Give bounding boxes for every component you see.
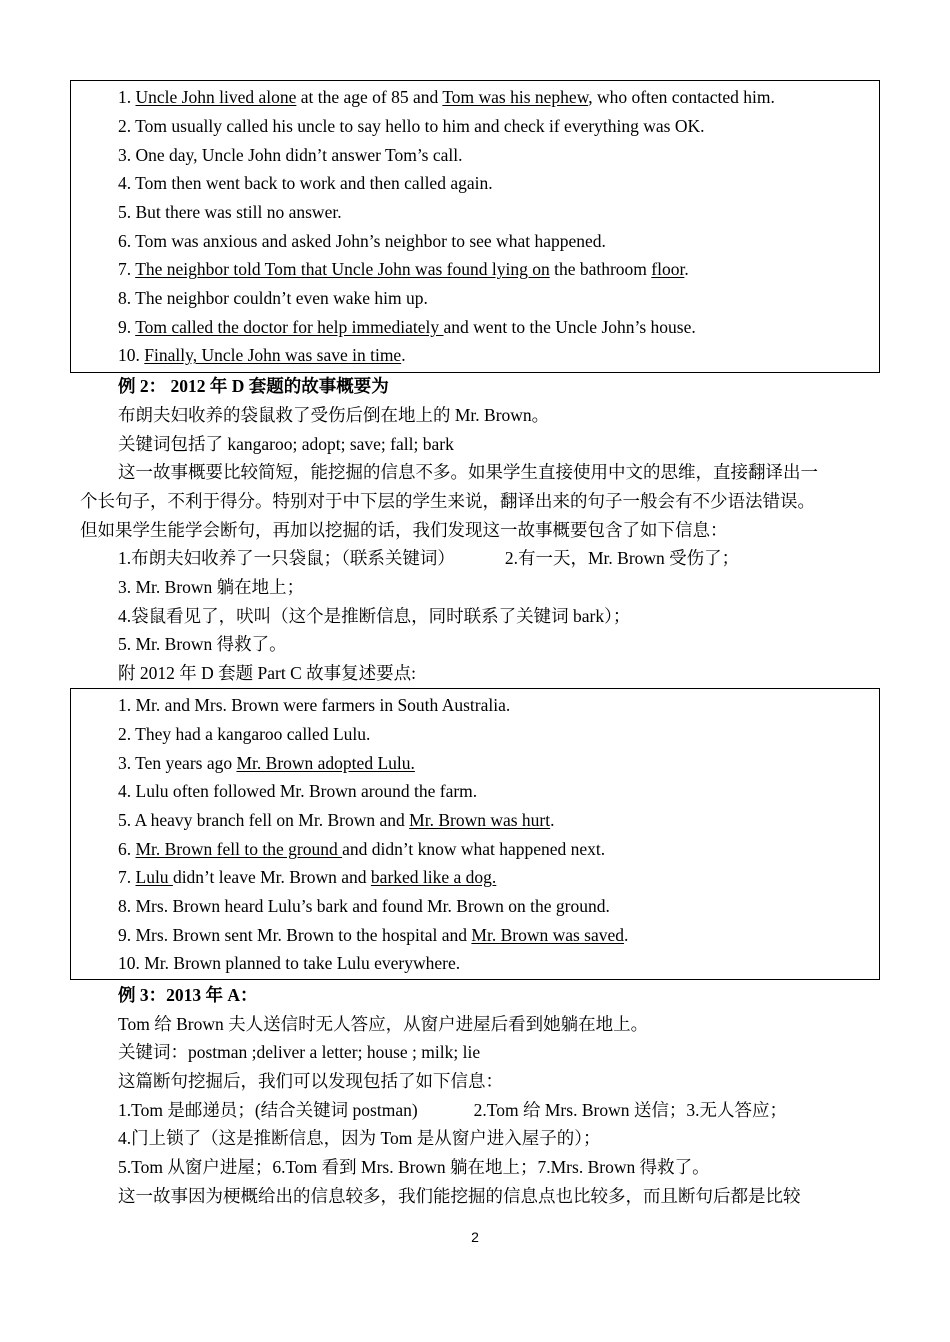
underlined-text: Tom was his nephew — [442, 87, 589, 107]
text-segment: . — [684, 259, 689, 279]
page-number: 2 — [471, 1229, 479, 1245]
text-segment: 3. Ten years ago — [118, 753, 237, 773]
text-segment: at the age of 85 and — [296, 87, 443, 107]
story-point — [118, 780, 477, 802]
story-point — [118, 866, 496, 888]
story-point — [118, 172, 493, 194]
text-segment: 1. — [118, 87, 136, 107]
text-segment: 9. — [118, 317, 136, 337]
text-segment: 5. A heavy branch fell on Mr. Brown and — [118, 810, 410, 830]
underlined-text: Mr. Brown was hurt — [409, 810, 551, 830]
underlined-text: Mr. Brown fell to the ground — [135, 839, 343, 859]
example-2-paragraph-line: 这一故事概要比较简短，能挖掘的信息不多。如果学生直接使用中文的思维，直接翻译出一 — [118, 462, 818, 482]
example-3-summary: Tom 给 Brown 夫人送信时无人答应，从窗户进屋后看到她躺在地上。 — [118, 1014, 649, 1034]
example-2-summary: 布朗夫妇收养的袋鼠救了受伤后倒在地上的 Mr. Brown。 — [118, 405, 550, 425]
story-point — [118, 752, 415, 774]
text-segment: 5. But there was still no answer. — [118, 202, 342, 222]
story-point — [118, 694, 510, 716]
text-segment: . — [401, 345, 406, 365]
text-segment: 7. — [118, 259, 136, 279]
underlined-text: barked like a dog. — [370, 867, 497, 887]
text-segment: 8. The neighbor couldn’t even wake him up. — [118, 288, 428, 308]
story-point — [118, 144, 463, 166]
example-2-info-3: 3. Mr. Brown 躺在地上； — [118, 577, 305, 597]
story-points-box-uncle-john — [70, 80, 880, 373]
underlined-text: Lulu — [135, 867, 173, 887]
text-segment: and went to the Uncle John’s house. — [443, 317, 696, 337]
story-point — [118, 201, 342, 223]
underlined-text: The neighbor told Tom that Uncle John was found lying on — [135, 259, 550, 279]
example-2-info-5: 5. Mr. Brown 得救了。 — [118, 634, 287, 654]
text-segment: and didn’t know what happened next. — [342, 839, 606, 859]
story-point — [118, 952, 460, 974]
underlined-text: Finally, Uncle John was save in time — [144, 345, 402, 365]
story-point — [118, 838, 605, 860]
underlined-text: Tom called the doctor for help immediately — [135, 317, 444, 337]
text-segment: 4. Lulu often followed Mr. Brown around the farm. — [118, 781, 478, 801]
story-point — [118, 86, 775, 108]
story-point — [118, 809, 554, 831]
example-3-info-1: 1.Tom 是邮递员；(结合关键词 postman) — [118, 1100, 418, 1120]
text-segment: 2. They had a kangaroo called Lulu. — [118, 724, 371, 744]
underlined-text: Uncle John lived alone — [135, 87, 297, 107]
story-point — [118, 258, 689, 280]
text-segment: . — [624, 925, 629, 945]
text-segment: the bathroom — [549, 259, 652, 279]
example-2-attachment-title: 附 2012 年 D 套题 Part C 故事复述要点: — [118, 663, 416, 683]
example-2-info-4: 4.袋鼠看见了，吠叫（这个是推断信息，同时联系了关键词 bark）； — [118, 606, 631, 626]
text-segment: 10. — [118, 345, 145, 365]
underlined-text: Mr. Brown adopted Lulu. — [236, 753, 415, 773]
text-segment: 1. Mr. and Mrs. Brown were farmers in South Australia. — [118, 695, 511, 715]
example-2-info-line — [118, 547, 739, 569]
text-segment: 9. Mrs. Brown sent Mr. Brown to the hospital and — [118, 925, 472, 945]
example-3-info-5-7: 5.Tom 从窗户进屋；6.Tom 看到 Mrs. Brown 躺在地上；7.Mrs. Brown 得救了。 — [118, 1157, 710, 1177]
story-point — [118, 895, 610, 917]
text-segment: . — [550, 810, 555, 830]
example-3-heading: 例 3：2013 年 A： — [118, 985, 258, 1005]
text-segment: 2. Tom usually called his uncle to say hello to him and check if everything was OK. — [118, 116, 705, 136]
story-point — [118, 723, 370, 745]
story-point — [118, 115, 705, 137]
example-3-closing: 这一故事因为梗概给出的信息较多，我们能挖掘的信息点也比较多，而且断句后都是比较 — [118, 1186, 801, 1206]
text-segment: didn’t leave Mr. Brown and — [172, 867, 371, 887]
story-point — [118, 230, 606, 252]
example-3-info-4: 4.门上锁了（这是推断信息，因为 Tom 是从窗户进入屋子的）； — [118, 1128, 601, 1148]
example-3-keywords: 关键词：postman ;deliver a letter; house ; milk; lie — [118, 1042, 481, 1062]
text-segment: 10. Mr. Brown planned to take Lulu everywhere. — [118, 953, 461, 973]
text-segment: 7. — [118, 867, 136, 887]
text-segment: 6. — [118, 839, 136, 859]
story-point — [118, 344, 406, 366]
underlined-text: floor — [651, 259, 685, 279]
example-2-paragraph-line: 但如果学生能学会断句，再加以挖掘的话，我们发现这一故事概要包含了如下信息： — [80, 520, 728, 540]
story-point — [118, 924, 628, 946]
example-3-intro: 这篇断句挖掘后，我们可以发现包括了如下信息： — [118, 1071, 503, 1091]
text-segment: 6. Tom was anxious and asked John’s neighbor to see what happened. — [118, 231, 606, 251]
text-segment: 3. One day, Uncle John didn’t answer Tom’s call. — [118, 145, 463, 165]
example-3-info-2-3: 2.Tom 给 Mrs. Brown 送信；3.无人答应； — [473, 1100, 787, 1120]
example-2-keywords: 关键词包括了 kangaroo; adopt; save; fall; bark — [118, 434, 454, 454]
underlined-text: Mr. Brown was saved — [471, 925, 625, 945]
text-segment: 8. Mrs. Brown heard Lulu’s bark and found Mr. Brown on the ground. — [118, 896, 610, 916]
example-2-heading: 例 2： 2012 年 D 套题的故事概要为 — [118, 376, 389, 396]
text-segment: 4. Tom then went back to work and then called again. — [118, 173, 493, 193]
example-2-info-1: 1.布朗夫妇收养了一只袋鼠；（联系关键词） — [118, 548, 455, 568]
example-2-paragraph-line: 个长句子，不利于得分。特别对于中下层的学生来说，翻译出来的句子一般会有不少语法错误。 — [80, 491, 815, 511]
story-point — [118, 316, 696, 338]
text-segment: , who often contacted him. — [588, 87, 775, 107]
story-point — [118, 287, 428, 309]
example-2-info-2: 2.有一天，Mr. Brown 受伤了； — [504, 548, 740, 568]
example-3-info-line — [118, 1099, 787, 1121]
story-points-box-brown — [70, 688, 880, 980]
